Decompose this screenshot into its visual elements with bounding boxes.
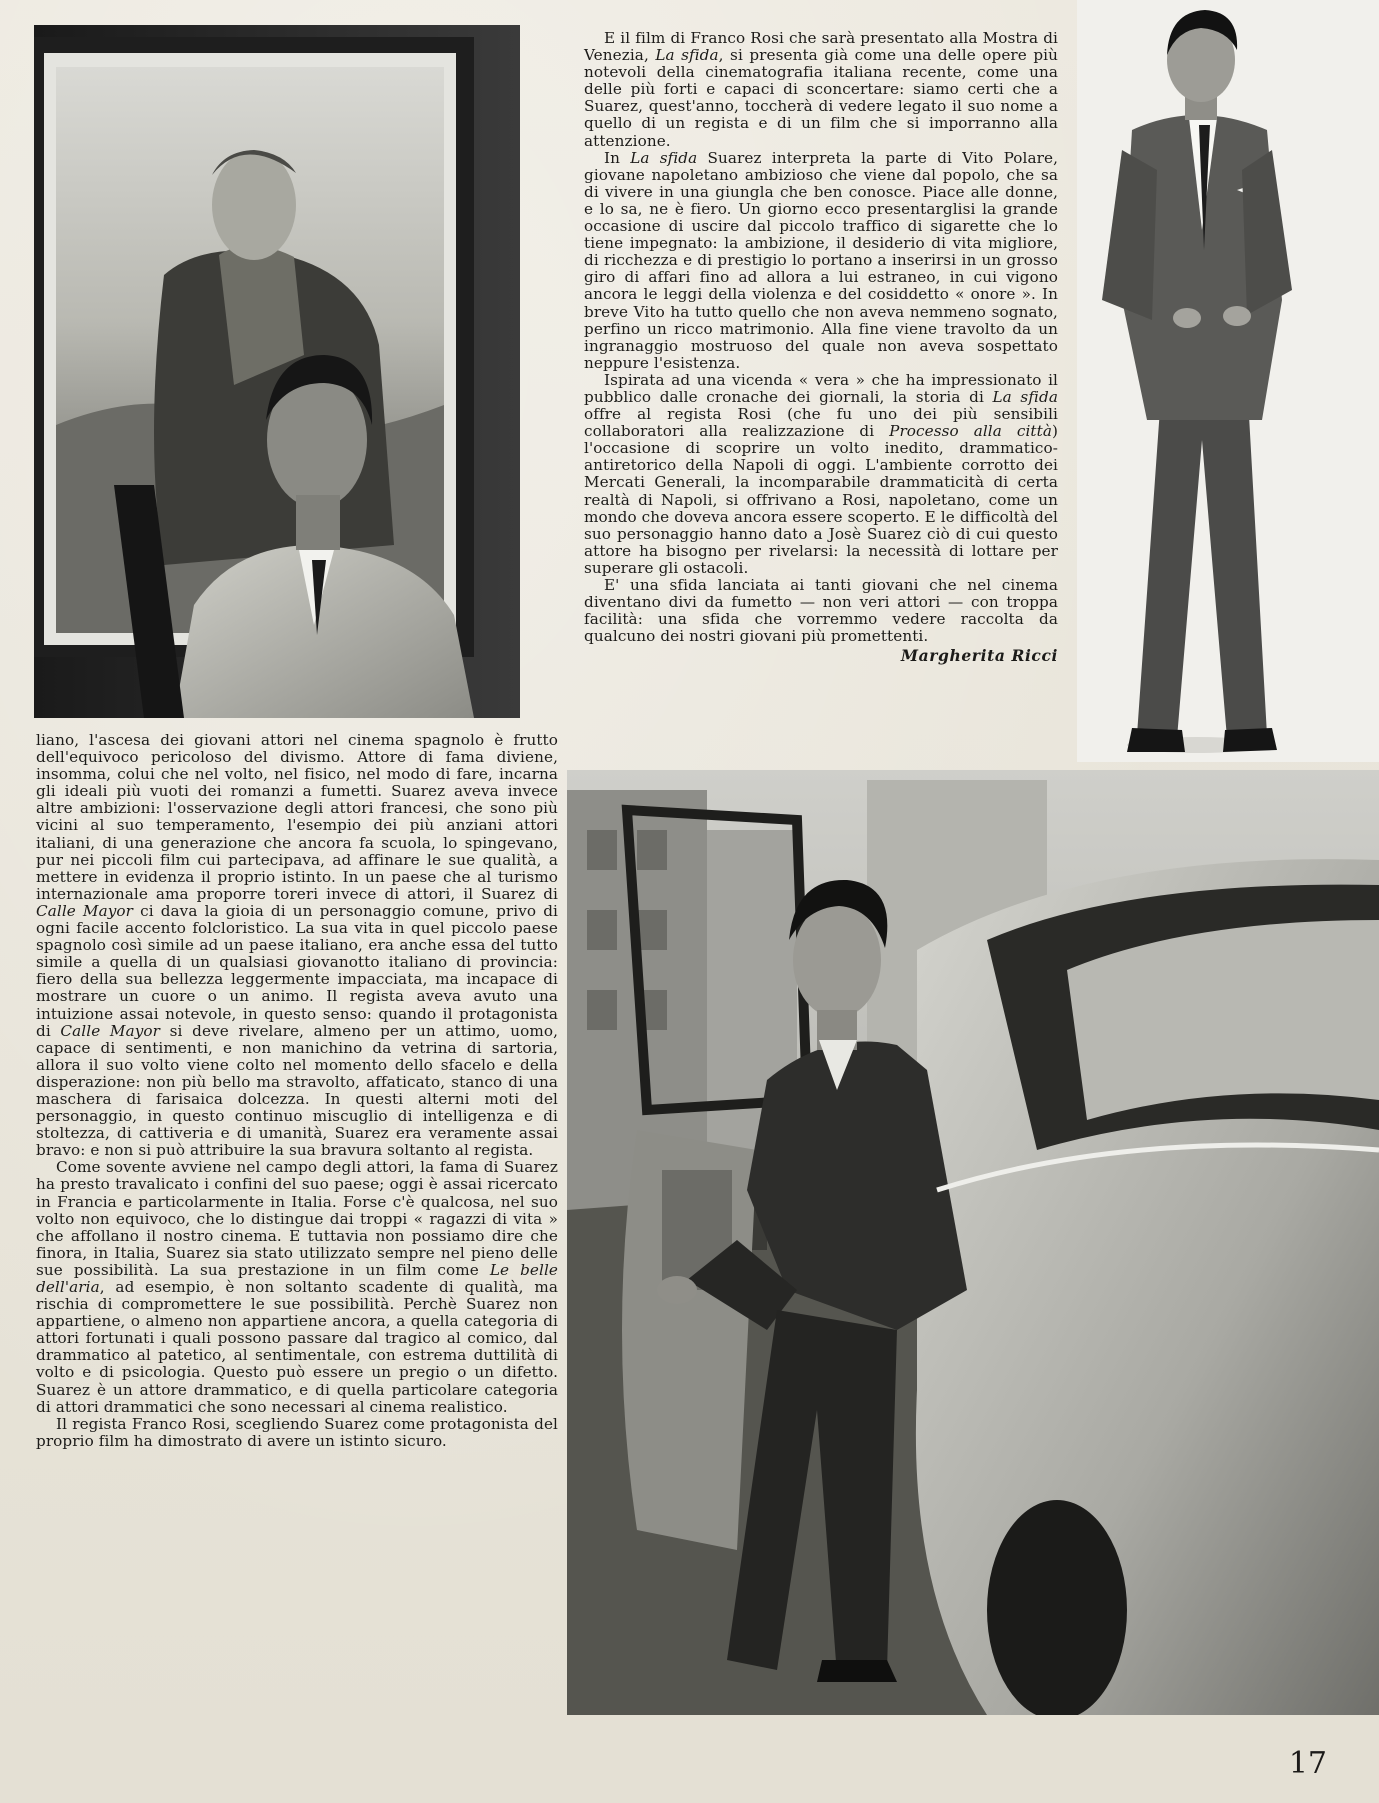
text-run: E il film di Franco Rosi che sarà presentato alla Mostra di Venezia,: [584, 29, 1058, 65]
film-title: La sfida: [630, 148, 698, 167]
article-paragraph: [584, 150, 1058, 372]
text-run: liano, l'ascesa dei giovani attori nel cinema spagnolo è frutto dell'equivoco pericoloso del divismo. Attore di fama diviene, insomma, colui che nel volto, nel fisico, nel modo di fare, incarna gli ideali più vuoti dei romanzi a fumetti. Suarez aveva invece altre ambizioni: l'osservazione degli attori francesi, che sono più vicini al suo temperamento, l'esempio dei più anziani attori italiani, di una generazione che ancora fa scuola, lo spingevano, pur nei piccoli film cui partecipava, ad affinare le sue qualità, a mettere in evidenza il proprio istinto. In un paese che al turismo internazionale ama proporre toreri invece di attori, il Suarez di: [36, 731, 558, 903]
text-run: ci dava la gioia di un personaggio comune, privo di ogni facile accento folcloristico. La sua vita in quel piccolo paese spagnolo così simile ad un paese italiano, era anche essa del tutto simile a quella di un qualsiasi giovanotto italiano di provincia: fiero della sua bellezza leggermente impacciata, ma incapace di mostrare un cuore o un animo. Il regista aveva avuto una intuizione assai notevole, in questo senso: quando il protagonista di: [36, 901, 558, 1040]
article-paragraph: [36, 732, 558, 1159]
page-number: 17: [1288, 1746, 1327, 1781]
film-title: Calle Mayor: [36, 901, 134, 920]
text-run: Ispirata ad una vicenda « vera » che ha impressionato il pubblico dalle cronache dei giornali, la storia di: [584, 370, 1058, 406]
text-run: ) l'occasione di scoprire un volto inedito, drammatico-antiretorico della Napoli di oggi. L'ambiente corrotto dei Mercati Generali, la incomparabile drammaticità di certa realtà di Napoli, si offrivano a Rosi, napoletano, come un mondo che doveva ancora essere scoperto. E le difficoltà del suo personaggio hanno dato a Josè Suarez ciò di cui questo attore ha bisogno per rivelarsi: la necessità di lottare per superare gli ostacoli.: [584, 422, 1059, 577]
photo-portrait-painting: [34, 25, 520, 718]
photo-actor-car: [567, 770, 1379, 1715]
article-paragraph: [584, 577, 1058, 645]
text-run: E' una sfida lanciata ai tanti giovani che nel cinema diventano divi da fumetto — non veri attori — con troppa facilità: una sfida che vorremmo vedere raccolta da qualcuno dei nostri giovani più promettenti.: [584, 576, 1058, 646]
text-run: , ad esempio, è non soltanto scadente di qualità, ma rischia di compromettere le sue possibilità. Perchè Suarez non appartiene, o almeno non appartiene ancora, a quella categoria di attori fortunati i quali possono passare dal tragico al comico, dal drammatico al patetico, al sentimentale, con estrema duttilità di volto e di psicologia. Questo può essere un pregio o un difetto. Suarez è un attore drammatico, e di quella particolare categoria di attori drammatici che sono necessari al cinema realistico.: [36, 1278, 558, 1416]
text-run: Come sovente avviene nel campo degli attori, la fama di Suarez ha presto travalicato i confini del suo paese; oggi è assai ricercato in Francia e particolarmente in Italia. Forse c'è qualcosa, nel suo volto non equivoco, che lo distingue dai troppi « ragazzi di vita » che affollano il nostro cinema. E tuttavia non possiamo dire che finora, in Italia, Suarez sia stato utilizzato sempre nel pieno delle sue possibilità. La sua prestazione in un film come: [36, 1158, 558, 1279]
text-run: In: [604, 148, 631, 167]
text-run: , si presenta già come una delle opere più notevoli della cinematografia italiana recente, come una delle più forti e capaci di sconcertare: siamo certi che a Suarez, quest'anno, toccherà di vedere legato il suo nome a quello di un regista e di un film che si imporranno alla attenzione.: [584, 46, 1058, 150]
article-column-left: [36, 732, 558, 1450]
article-paragraph: [584, 30, 1058, 150]
text-run: Suarez interpreta la parte di Vito Polare, giovane napoletano ambizioso che viene dal popolo, che sa di vivere in una giungla che ben conosce. Piace alle donne, e lo sa, ne è fiero. Un giorno ecco presentarglisi la grande occasione di uscire dal piccolo traffico di sigarette che lo tiene impegnato: la ambizione, il desiderio di vita migliore, di ricchezza e di prestigio lo portano a inserirsi in un grosso giro di affari fino ad allora a lui estraneo, in cui vigono ancora le leggi della violenza e del cosiddetto « onore ». In breve Vito ha tutto quello che non aveva nemmeno sognato, perfino un ricco matrimonio. Alla fine viene travolto da un ingranaggio mostruoso del quale non aveva sospettato neppure l'esistenza.: [584, 148, 1058, 372]
article-paragraph: [36, 1416, 558, 1450]
film-title: Processo alla città: [889, 422, 1052, 441]
text-run: offre al regista Rosi (che fu uno dei più sensibili collaboratori alla realizzazione di: [584, 405, 1058, 441]
author-byline: Margherita Ricci: [900, 646, 1058, 666]
article-paragraph: [36, 1159, 558, 1415]
text-run: Il regista Franco Rosi, scegliendo Suarez come protagonista del proprio film ha dimostrato di avere un istinto sicuro.: [36, 1414, 558, 1450]
article-column-right: [584, 30, 1058, 664]
film-title: La sfida: [992, 387, 1058, 406]
film-title: La sfida: [655, 46, 719, 65]
article-paragraph: [584, 372, 1058, 577]
text-run: si deve rivelare, almeno per un attimo, uomo, capace di sentimenti, e non manichino da vetrina di sartoria, allora il suo volto viene colto nel momento dello sfacelo e della disperazione: non più bello ma stravolto, affaticato, stanco di una maschera di farisaica dolcezza. In questi alterni moti del personaggio, in questo continuo miscuglio di intelligenza e di stoltezza, di cattiveria e di umanità, Suarez era veramente assai bravo: e non si può attribuire la sua bravura soltanto al regista.: [36, 1021, 559, 1160]
film-title: Le belle dell'aria: [36, 1260, 558, 1296]
film-title: Calle Mayor: [60, 1021, 161, 1040]
photo-walking-actor: [1077, 0, 1379, 762]
